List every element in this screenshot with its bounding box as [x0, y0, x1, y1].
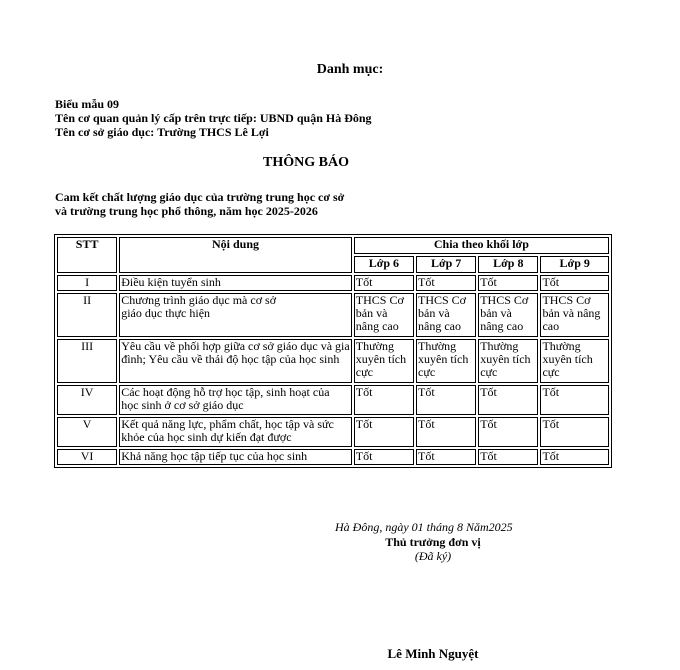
row-value: Tốt [354, 449, 414, 465]
signature-role: Thủ trưởng đơn vị [385, 535, 481, 549]
signature-status: (Đã ký) [414, 549, 452, 563]
table-row [57, 449, 609, 465]
row-stt: II [57, 293, 117, 337]
row-value: Tốt [540, 417, 609, 447]
notice-title: THÔNG BÁO [263, 155, 349, 170]
row-value: Tốt [416, 275, 476, 291]
commitment-line-1: Cam kết chất lượng giáo dục của trường trung học cơ sở [55, 190, 345, 204]
header-grade-group: Chia theo khối lớp [354, 237, 609, 254]
row-value: Tốt [478, 417, 538, 447]
row-stt: III [57, 339, 117, 383]
row-value: Thường xuyên tích cực [416, 339, 476, 383]
table-row [57, 275, 609, 291]
row-stt: V [57, 417, 117, 447]
table-header-row [57, 237, 609, 254]
form-code: Biểu mẫu 09 [55, 97, 120, 111]
row-value: Thường xuyên tích cực [478, 339, 538, 383]
table-row [57, 293, 609, 337]
row-value: Thường xuyên tích cực [354, 339, 414, 383]
row-content: Yêu cầu về phối hợp giữa cơ sở giáo dục và gia đình; Yêu cầu về thái độ học tập của học sinh [119, 339, 352, 383]
row-stt: VI [57, 449, 117, 465]
header-grade-7: Lớp 7 [416, 256, 476, 273]
header-stt: STT [57, 237, 117, 273]
header-grade-8: Lớp 8 [478, 256, 538, 273]
signature-place-date: Hà Đông, ngày 01 tháng 8 Năm2025 [335, 520, 513, 534]
row-content: Các hoạt động hỗ trợ học tập, sinh hoạt của học sinh ở cơ sở giáo dục [119, 385, 352, 415]
row-value: Tốt [540, 385, 609, 415]
table-row [57, 417, 609, 447]
signer-name: Lê Minh Nguyệt [387, 646, 479, 661]
table-row [57, 339, 609, 383]
row-stt: IV [57, 385, 117, 415]
row-content: Kết quả năng lực, phẩm chất, học tập và sức khỏe của học sinh dự kiến đạt được [119, 417, 352, 447]
row-content: Điều kiện tuyển sinh [119, 275, 352, 291]
row-value: THCS Cơ bản và nâng cao [416, 293, 476, 337]
page-heading: Danh mục: [316, 62, 384, 77]
row-content: Chương trình giáo dục mà cơ sở giáo dục thực hiện [119, 293, 352, 337]
row-value: Thường xuyên tích cực [540, 339, 609, 383]
quality-table [54, 234, 612, 468]
row-value: Tốt [478, 385, 538, 415]
row-value: Tốt [416, 385, 476, 415]
row-value: THCS Cơ bản và nâng cao [478, 293, 538, 337]
row-content: Khả năng học tập tiếp tục của học sinh [119, 449, 352, 465]
row-value: Tốt [354, 275, 414, 291]
header-grade-6: Lớp 6 [354, 256, 414, 273]
commitment-line-2: và trường trung học phổ thông, năm học 2025-2026 [55, 204, 318, 218]
row-value: Tốt [478, 275, 538, 291]
school-line: Tên cơ sở giáo dục: Trường THCS Lê Lợi [55, 125, 269, 139]
row-value: Tốt [354, 417, 414, 447]
row-value: Tốt [416, 449, 476, 465]
header-content: Nội dung [119, 237, 352, 273]
row-value: Tốt [354, 385, 414, 415]
header-grade-9: Lớp 9 [540, 256, 609, 273]
table-row [57, 385, 609, 415]
row-value: Tốt [416, 417, 476, 447]
row-stt: I [57, 275, 117, 291]
row-value: Tốt [540, 449, 609, 465]
row-value: THCS Cơ bản và nâng cao [354, 293, 414, 337]
row-value: Tốt [540, 275, 609, 291]
authority-line: Tên cơ quan quản lý cấp trên trực tiếp: UBND quận Hà Đông [55, 111, 372, 125]
row-value: Tốt [478, 449, 538, 465]
row-value: THCS Cơ bản và nâng cao [540, 293, 609, 337]
